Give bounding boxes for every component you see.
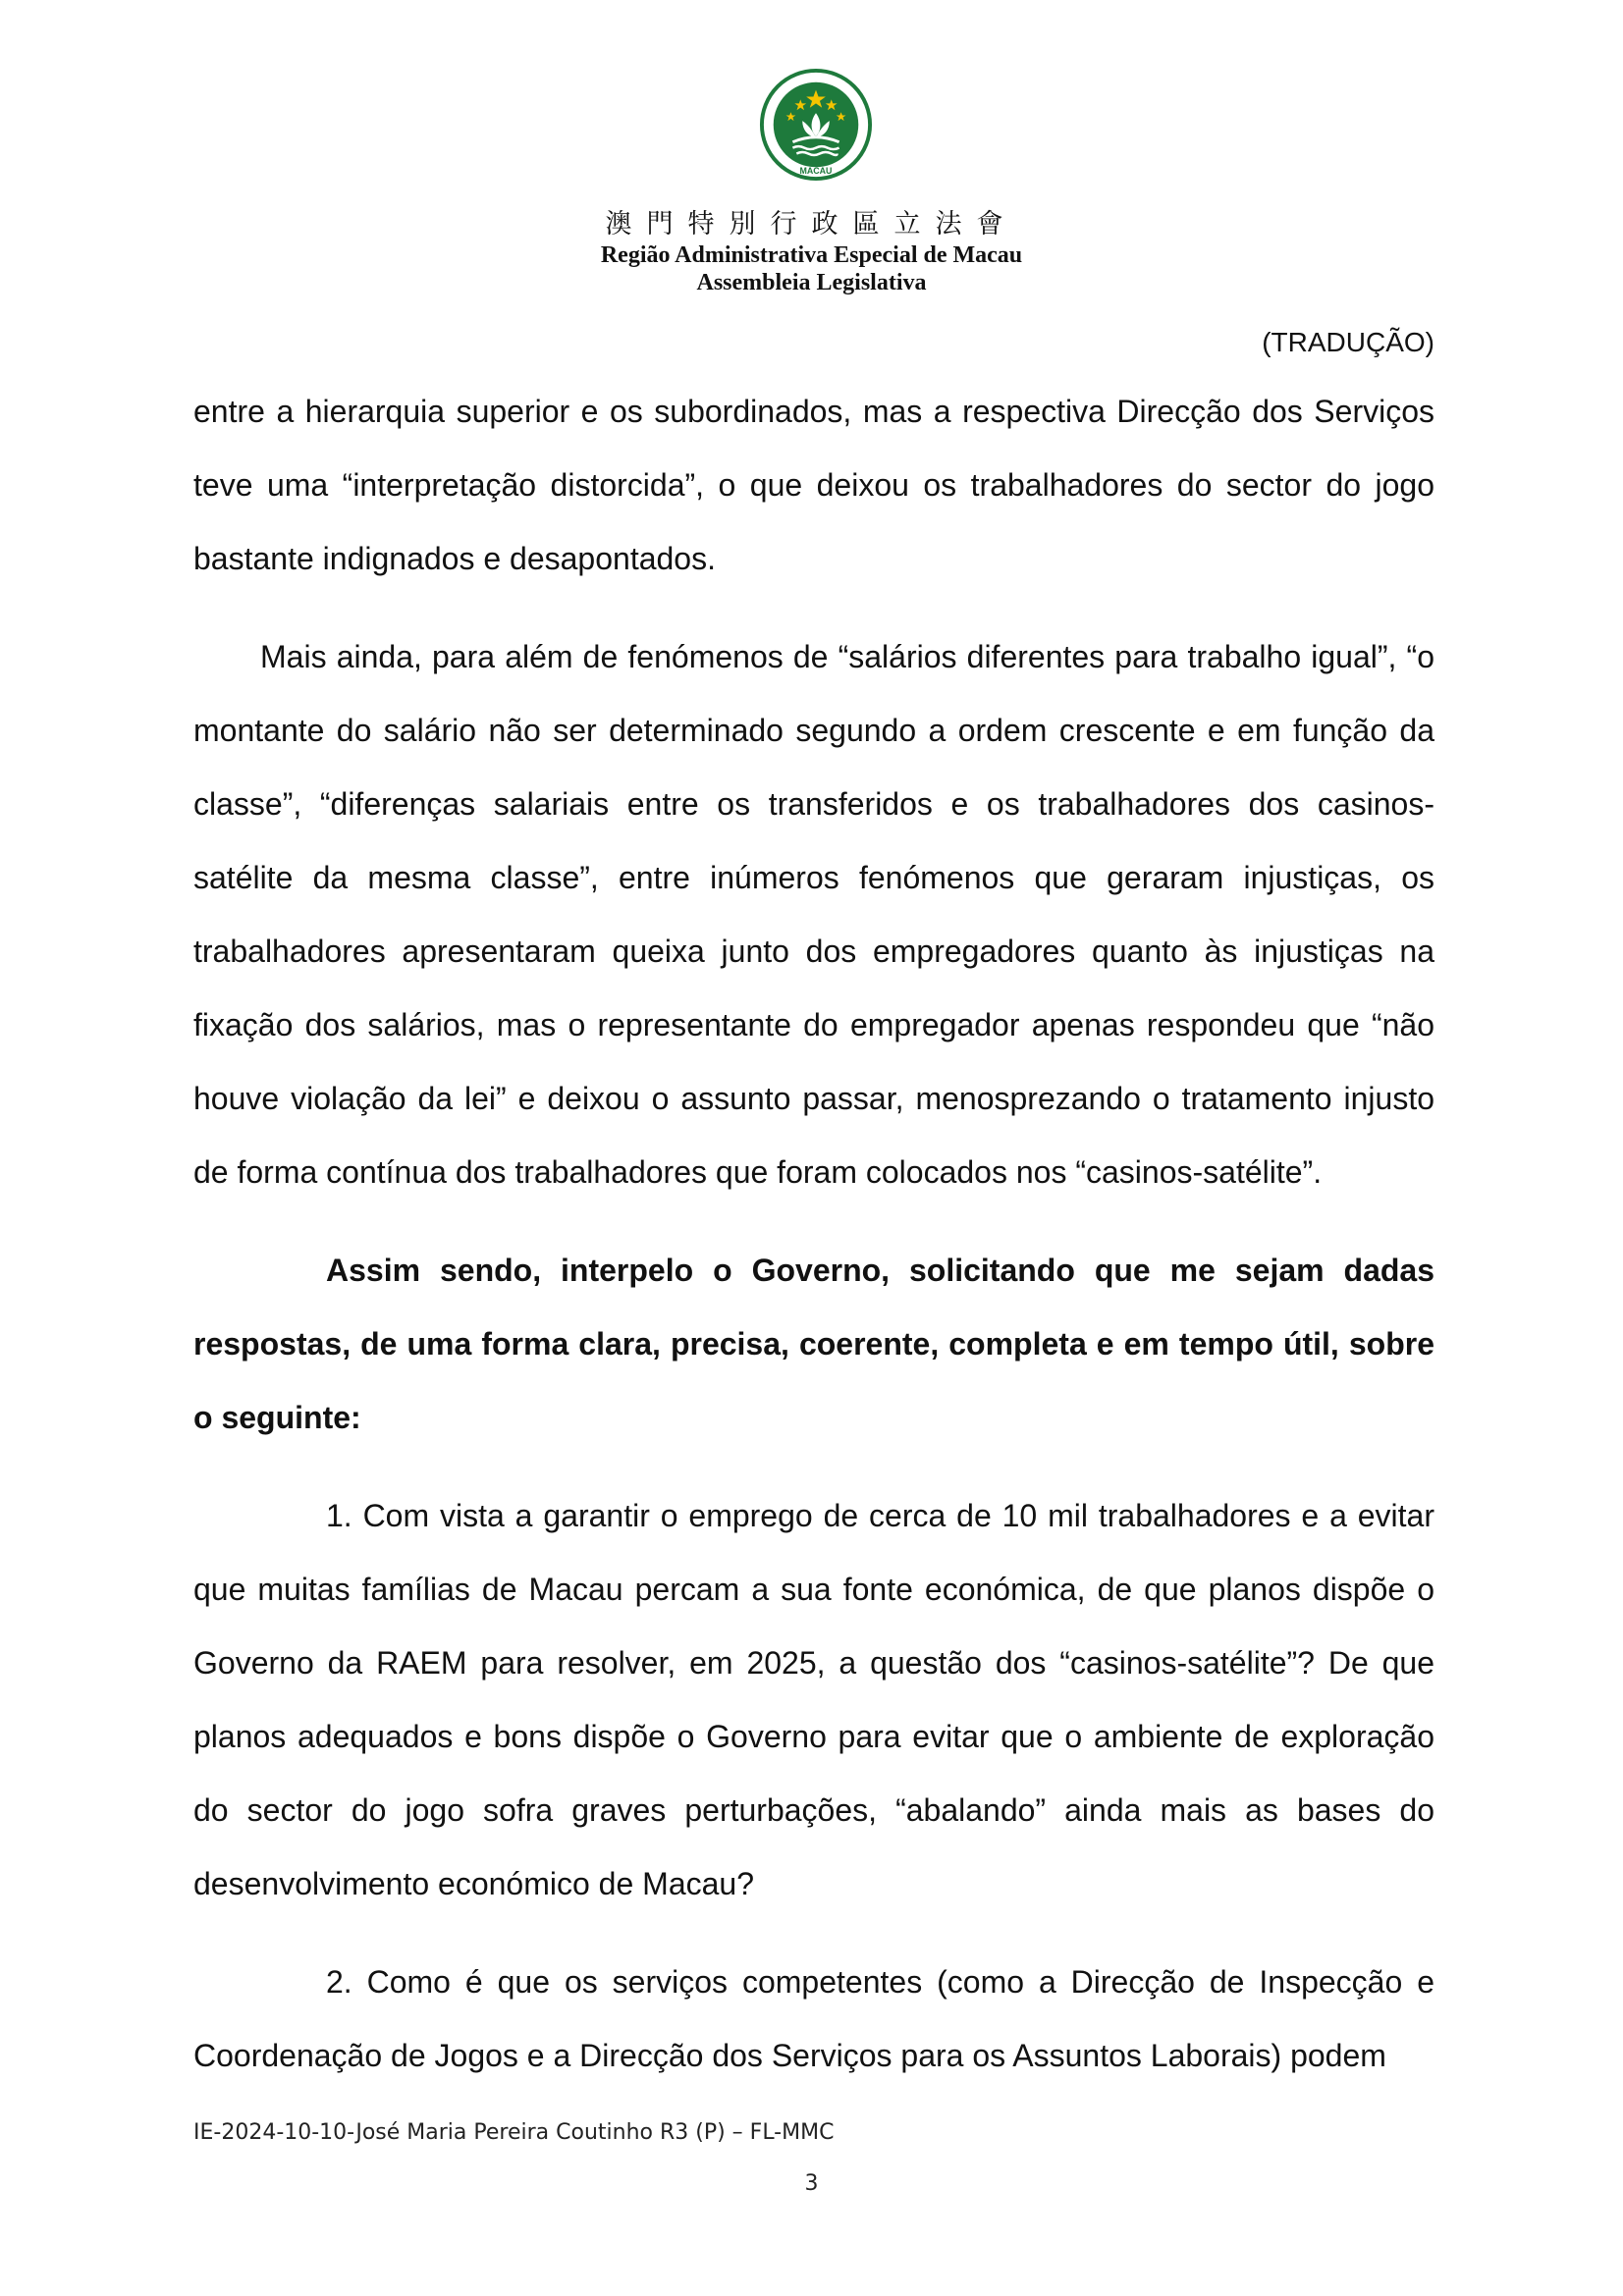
paragraph-3-interpellation: Assim sendo, interpelo o Governo, solicitando que me sejam dadas respostas, de uma forma clara, precisa, coerente, completa e em tempo útil, sobre o seguinte: [193, 1253, 1434, 1435]
paragraph-1: entre a hierarquia superior e os subordinados, mas a respectiva Direcção dos Serviços teve uma “interpretação distorcida”, o que deixou os trabalhadores do sector do jogo bastante indignados e desapontados. [193, 394, 1434, 576]
header-chinese-title: 澳門特別行政區立法會 [605, 209, 1018, 240]
document-body [193, 375, 1434, 2093]
header-region-name: Região Administrativa Especial de Macau [600, 242, 1023, 268]
footer-reference: IE-2024-10-10-José Maria Pereira Coutinho R3 (P) – FL-MMC [193, 2120, 835, 2145]
page-number: 3 [804, 2171, 819, 2196]
header-assembly-name: Assembleia Legislativa [696, 270, 927, 295]
macau-emblem-icon [758, 67, 874, 183]
paragraph-2: Mais ainda, para além de fenómenos de “salários diferentes para trabalho igual”, “o montante do salário não ser determinado segundo a ordem crescente e em função da classe”, “diferenças salariais entre os transferidos e os trabalhadores dos casinos-satélite da mesma classe”, entre inúmeros fenómenos que geraram injustiças, os trabalhadores apresentaram queixa junto dos empregadores quanto às injustiças na fixação dos salários, mas o representante do empregador apenas respondeu que “não houve violação da lei” e deixou o assunto passar, menosprezando o tratamento injusto de forma contínua dos trabalhadores que foram colocados nos “casinos-satélite”. [193, 639, 1434, 1190]
emblem-label: MACAU [799, 166, 833, 177]
question-2: 2. Como é que os serviços competentes (como a Direcção de Inspecção e Coordenação de Jogos e a Direcção dos Serviços para os Assuntos Laborais) podem [193, 1964, 1434, 2073]
question-1: 1. Com vista a garantir o emprego de cerca de 10 mil trabalhadores e a evitar que muitas famílias de Macau percam a sua fonte económica, de que planos dispõe o Governo da RAEM para resolver, em 2025, a questão dos “casinos-satélite”? De que planos adequados e bons dispõe o Governo para evitar que o ambiente de exploração do sector do jogo sofra graves perturbações, “abalando” ainda mais as bases do desenvolvimento económico de Macau? [193, 1498, 1434, 1901]
translation-note: (TRADUÇÃO) [1262, 327, 1434, 357]
